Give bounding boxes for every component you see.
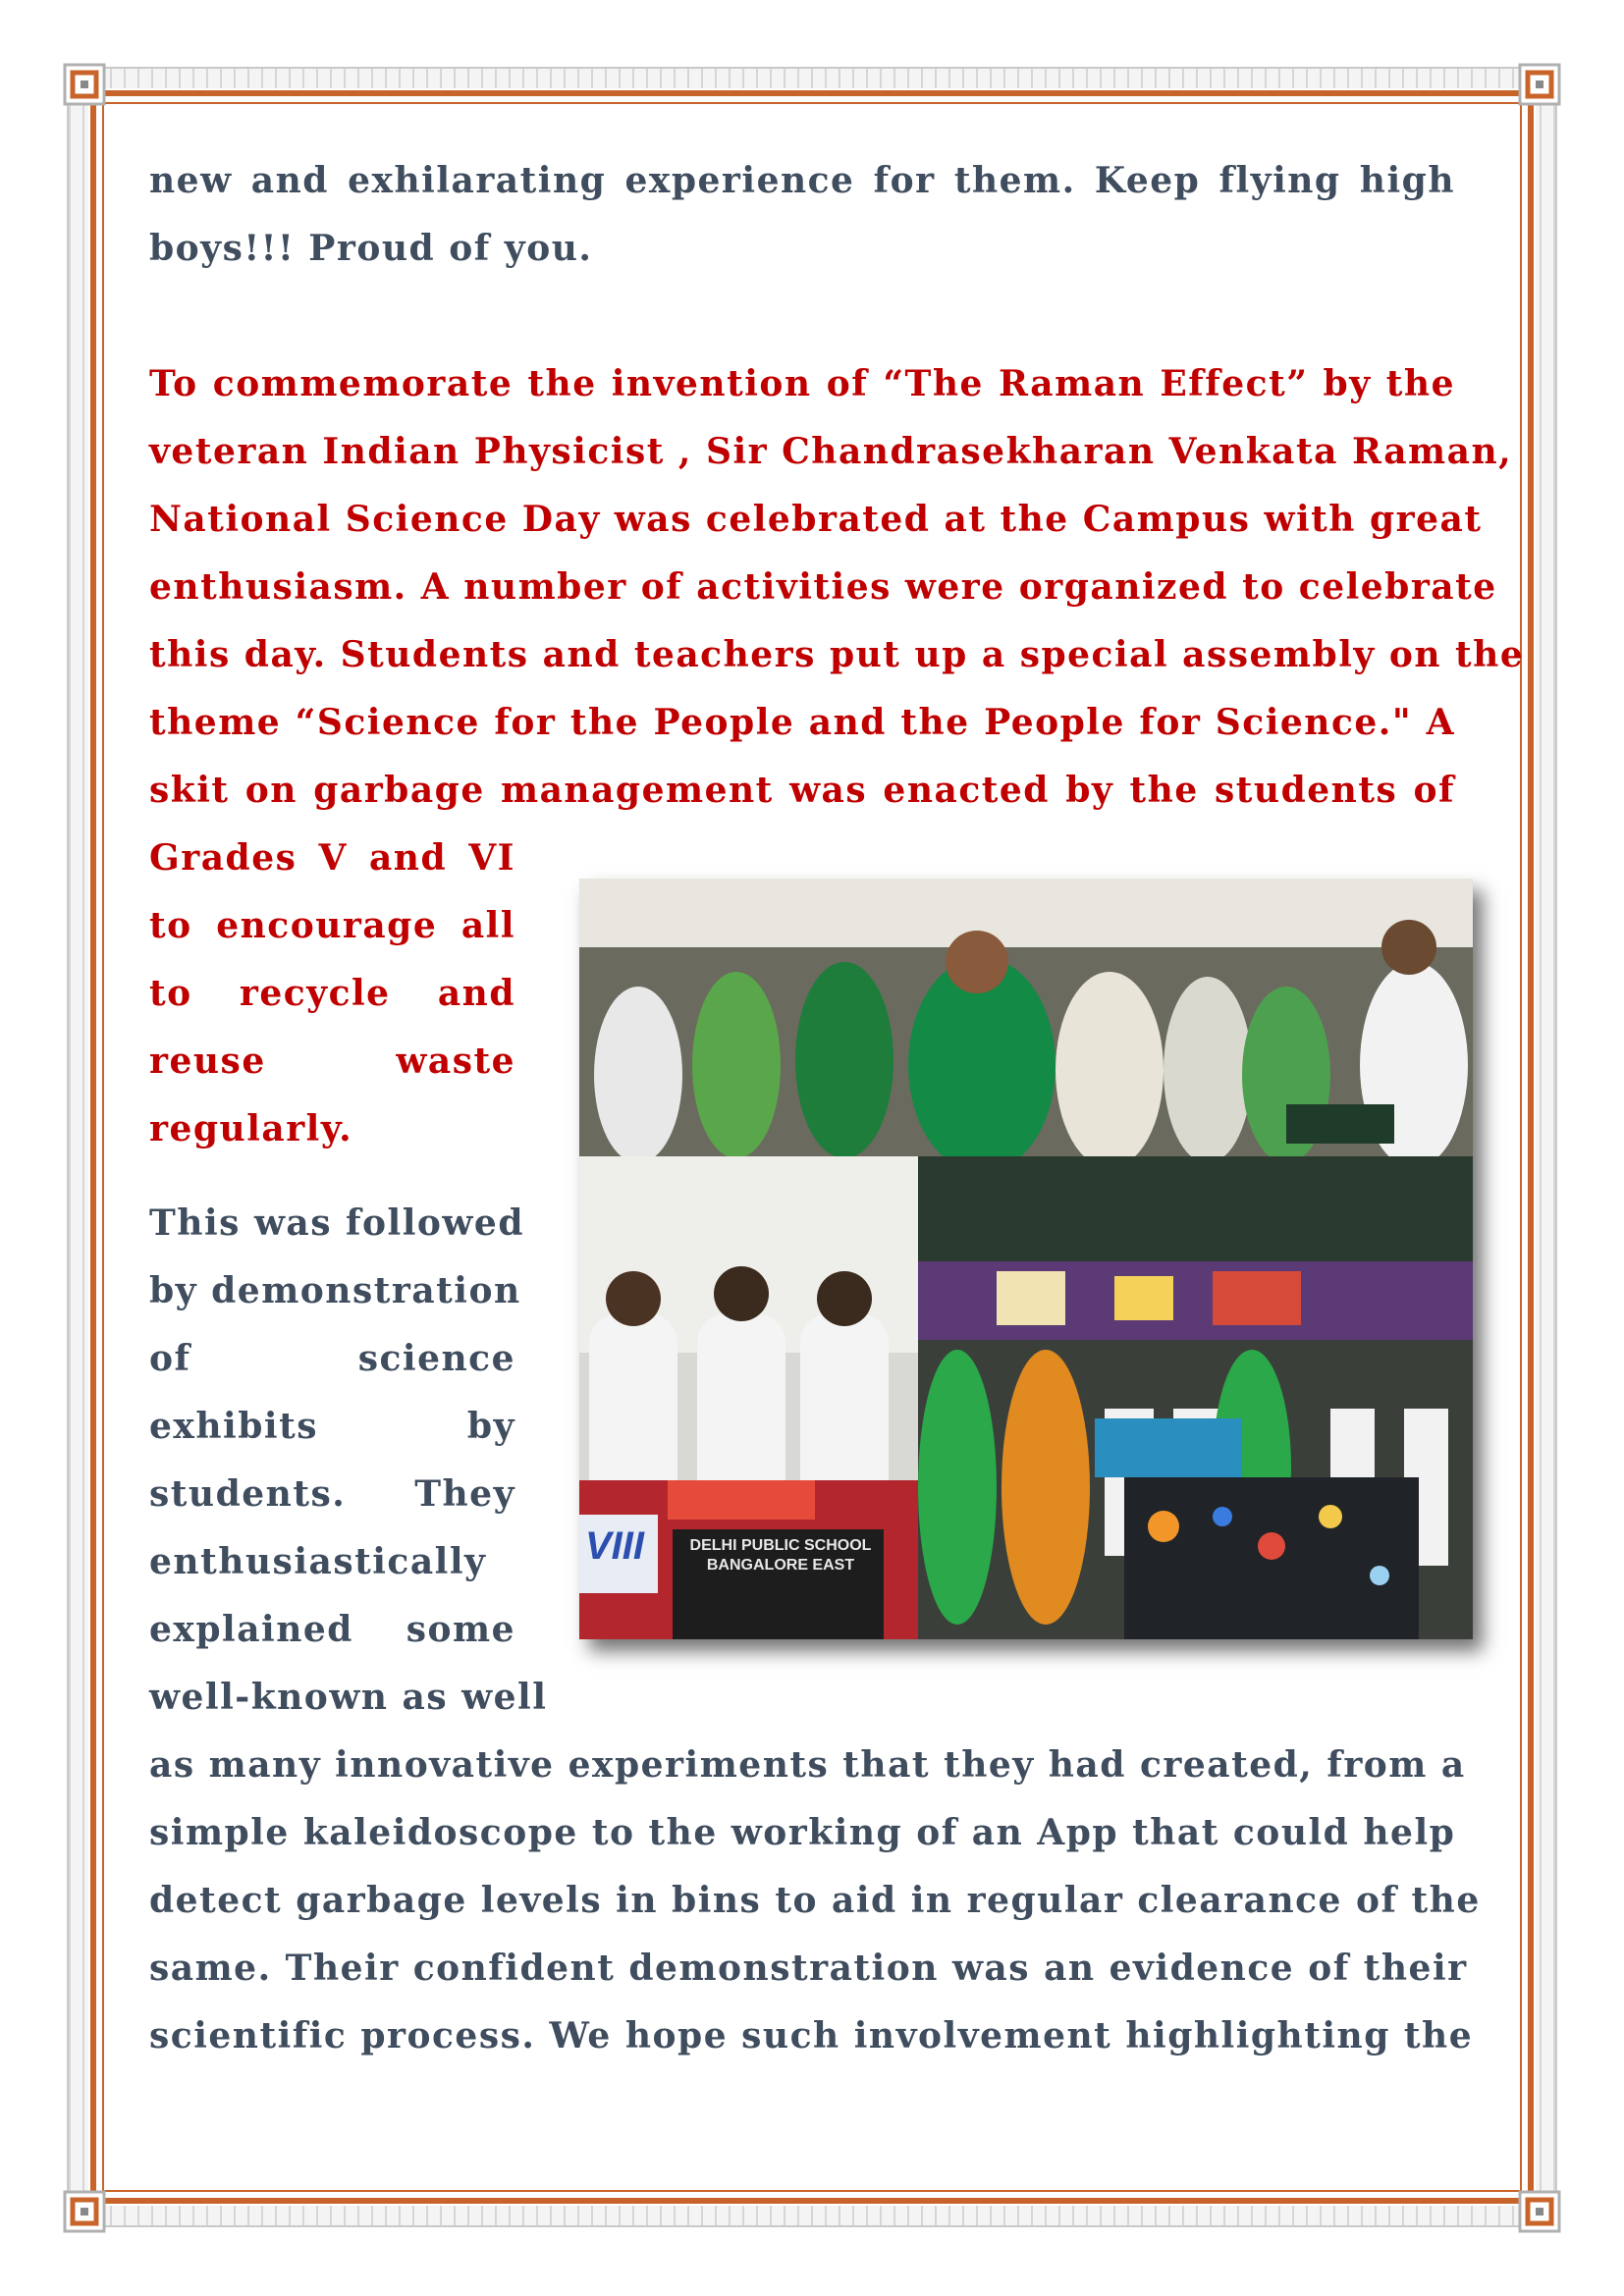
paragraph-exhibits-column bbox=[149, 1190, 548, 1732]
text-line: reuse waste bbox=[149, 1041, 515, 1082]
text-line: well-known as well bbox=[149, 1677, 548, 1718]
photo-collage bbox=[579, 879, 1473, 1639]
text-line: as many innovative experiments that they had created, from a bbox=[149, 1744, 1466, 1786]
text-line: to encourage all bbox=[149, 905, 515, 946]
text-line: enthusiastically bbox=[149, 1541, 487, 1582]
text-line: National Science Day was celebrated at the Campus with great bbox=[149, 499, 1483, 540]
text-line: skit on garbage management was enacted by the students of bbox=[149, 770, 1455, 811]
text-line: of science bbox=[149, 1338, 515, 1379]
text-line: new and exhilarating experience for them. Keep flying high bbox=[149, 160, 1455, 201]
grade-label: VIII bbox=[585, 1524, 645, 1568]
text-line: Grades V and VI bbox=[149, 837, 515, 879]
text-line: exhibits by bbox=[149, 1406, 515, 1447]
text-line: to recycle and bbox=[149, 973, 515, 1014]
paragraph-exhibits bbox=[149, 1732, 1481, 2070]
corner-ornament-icon bbox=[1518, 2190, 1561, 2233]
text-line: detect garbage levels in bins to aid in regular clearance of the bbox=[149, 1880, 1481, 1921]
text-line: regularly. bbox=[149, 1108, 353, 1149]
paragraph-science-day bbox=[149, 350, 1525, 825]
photo-solar-system bbox=[918, 1261, 1473, 1639]
text-line: this day. Students and teachers put up a special assembly on the bbox=[149, 634, 1525, 675]
text-line: explained some bbox=[149, 1609, 515, 1650]
text-line: by demonstration bbox=[149, 1270, 521, 1311]
corner-ornament-icon bbox=[1518, 63, 1561, 106]
text-line: students. They bbox=[149, 1473, 515, 1515]
school-sign-line1: DELHI PUBLIC SCHOOL bbox=[689, 1537, 872, 1554]
text-line: scientific process. We hope such involvement highlighting the bbox=[149, 2015, 1474, 2056]
text-line: To commemorate the invention of “The Raman Effect” by the bbox=[149, 363, 1455, 404]
text-line: simple kaleidoscope to the working of an App that could help bbox=[149, 1812, 1456, 1853]
photo-students-sign bbox=[579, 1156, 918, 1639]
photo-teachers-exhibit bbox=[579, 879, 1473, 1156]
text-line: veteran Indian Physicist , Sir Chandrasekharan Venkata Raman, bbox=[149, 431, 1513, 472]
text-line: enthusiasm. A number of activities were organized to celebrate bbox=[149, 566, 1497, 608]
paragraph-intro bbox=[149, 147, 1455, 283]
school-sign-line2: BANGALORE EAST bbox=[706, 1557, 855, 1574]
corner-ornament-icon bbox=[63, 2190, 106, 2233]
text-line: same. Their confident demonstration was an evidence of their bbox=[149, 1948, 1468, 1989]
text-line: boys!!! Proud of you. bbox=[149, 228, 593, 269]
corner-ornament-icon bbox=[63, 63, 106, 106]
text-line: theme “Science for the People and the People for Science." A bbox=[149, 702, 1455, 743]
paragraph-science-day-column bbox=[149, 825, 515, 1163]
text-line: This was followed bbox=[149, 1202, 524, 1244]
